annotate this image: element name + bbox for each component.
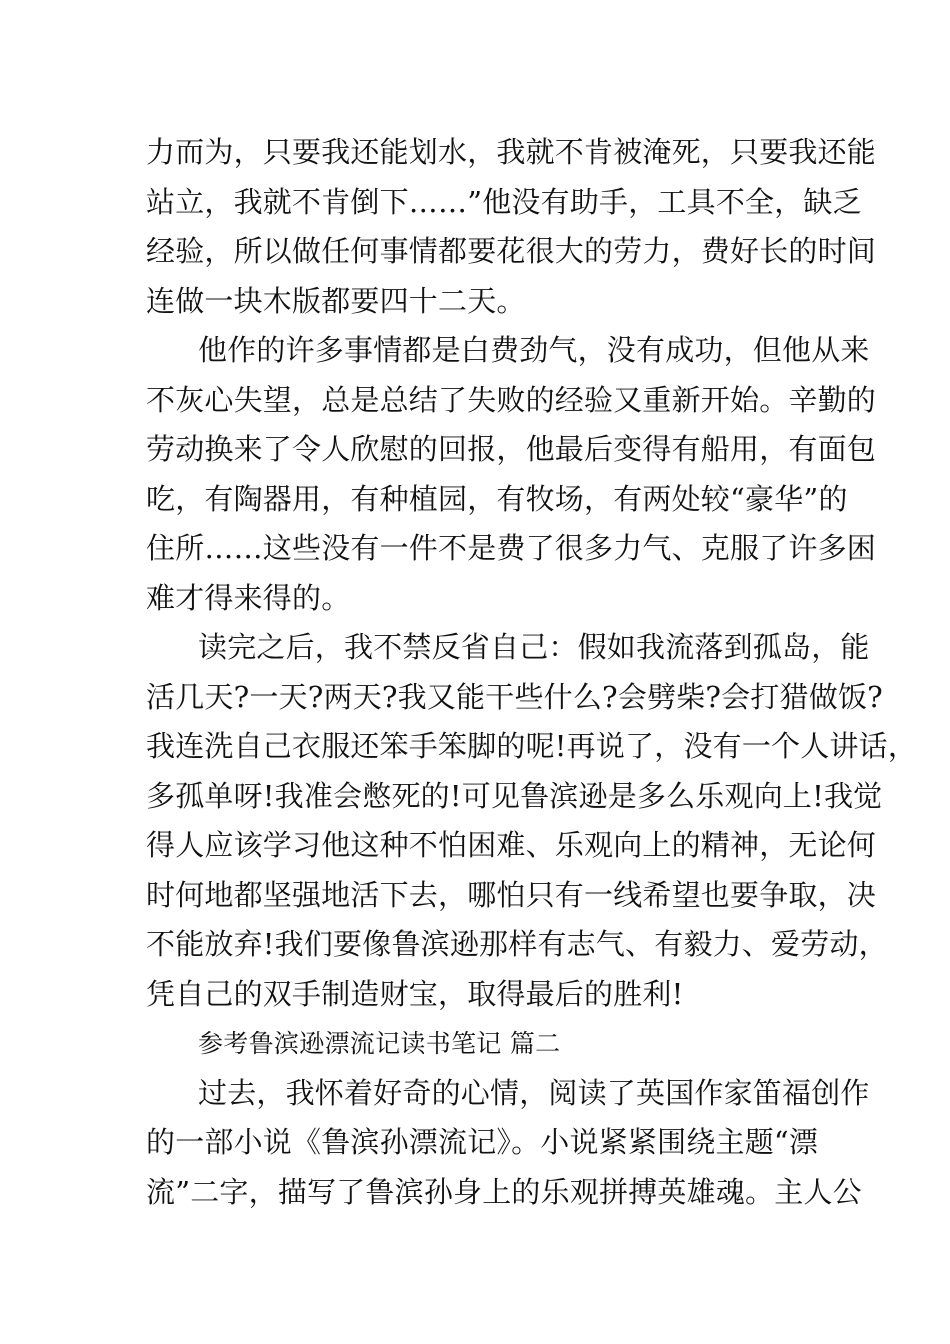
text-line: 住所……这些没有一件不是费了很多力气、克服了许多困 <box>146 531 877 565</box>
text-line: 经验，所以做任何事情都要花很大的劳力，费好长的时间 <box>146 234 877 268</box>
text-line: 不灰心失望，总是总结了失败的经验又重新开始。辛勤的 <box>146 382 877 417</box>
section-heading: 参考鲁滨逊漂流记读书笔记 篇二 <box>198 1029 561 1058</box>
text-line: 的一部小说《鲁滨孙漂流记》。小说紧紧围绕主题“漂 <box>146 1125 819 1159</box>
text-line: 流”二字，描写了鲁滨孙身上的乐观拼搏英雄魂。主人公 <box>146 1174 862 1209</box>
text-line: 凭自己的双手制造财宝，取得最后的胜利! <box>146 976 684 1011</box>
text-line: 多孤单呀!我准会憋死的!可见鲁滨逊是多么乐观向上!我觉 <box>146 778 883 813</box>
text-line: 站立，我就不肯倒下……”他没有助手，工具不全，缺乏 <box>146 184 862 219</box>
paragraph <box>146 623 918 1019</box>
document-body <box>146 128 918 1217</box>
text-line: 吃，有陶器用，有种植园，有牧场，有两处较“豪华”的 <box>146 481 848 516</box>
paragraph <box>146 1069 870 1218</box>
text-line: 连做一块木版都要四十二天。 <box>146 283 526 318</box>
text-line: 不能放弃!我们要像鲁滨逊那样有志气、有毅力、爱劳动， <box>146 927 888 961</box>
text-line: 读完之后，我不禁反省自己：假如我流落到孤岛，能 <box>198 630 870 664</box>
paragraph-continuation <box>146 128 877 326</box>
text-line: 难才得来得的。 <box>146 580 351 615</box>
text-line: 他作的许多事情都是白费劲气，没有成功，但他从来 <box>198 333 870 367</box>
text-line: 活几天?一天?两天?我又能干些什么?会劈柴?会打猎做饭? <box>146 679 883 714</box>
text-line: 劳动换来了令人欣慰的回报，他最后变得有船用，有面包 <box>146 432 877 466</box>
text-line: 力而为，只要我还能划水，我就不肯被淹死，只要我还能 <box>146 135 877 169</box>
text-line: 过去，我怀着好奇的心情，阅读了英国作家笛福创作 <box>198 1075 870 1110</box>
text-line: 我连洗自己衣服还笨手笨脚的呢!再说了，没有一个人讲话， <box>146 729 918 763</box>
text-line: 时何地都坚强地活下去，哪怕只有一线希望也要争取，决 <box>146 877 877 912</box>
text-line: 得人应该学习他这种不怕困难、乐观向上的精神，无论何 <box>146 828 877 862</box>
paragraph <box>146 326 877 623</box>
